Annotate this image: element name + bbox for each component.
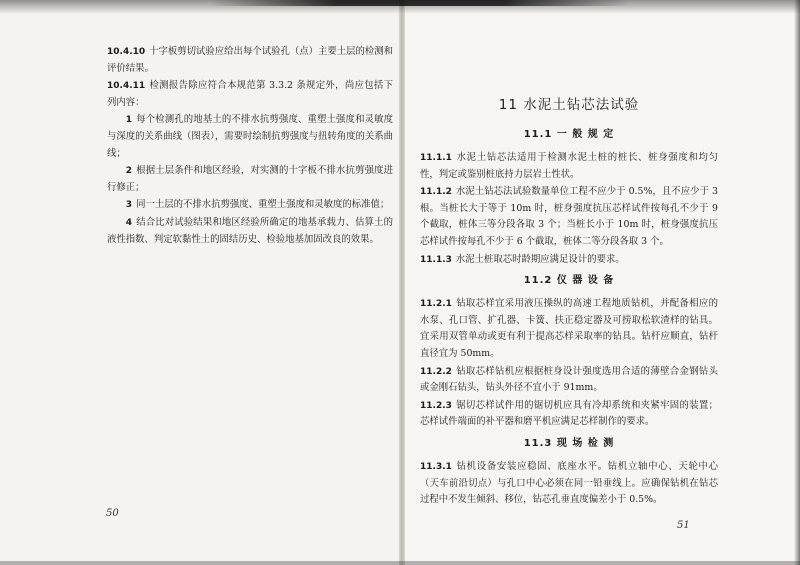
- section-title-11-2: 11.2 仪 器 设 备: [523, 275, 615, 287]
- section-title-11-3: 11.3 现 场 检 测: [523, 437, 615, 449]
- clause-11-2-1: [420, 296, 718, 362]
- clause-number: 10.4.10: [107, 47, 146, 57]
- item-number: 3: [125, 200, 133, 211]
- right-page: [402, 0, 800, 565]
- right-page-text: [420, 96, 718, 510]
- clause-text: 检测报告除应符合本规范第 3.3.2 条规定外，尚应包括下列内容：: [107, 80, 393, 108]
- clause-11-1-2: [420, 184, 718, 250]
- item-text: 根据土层条件和地区经验，对实测的十字板不排水抗剪强度进行修正；: [107, 165, 393, 193]
- page-number-right: 51: [677, 520, 690, 531]
- clause-10-4-10: [107, 44, 393, 77]
- item-number: 1: [125, 115, 133, 126]
- item-text: 结合比对试验结果和地区经验所确定的地基承载力、估算土的液性指数、判定软黏性土的固结历史、检验地基加固改良的效果。: [107, 216, 393, 245]
- scan-shadow-right: [794, 0, 800, 565]
- clause-11-3-1: [420, 459, 718, 509]
- clause-number: 11.1.2: [420, 187, 452, 198]
- scan-shadow-bottom: [0, 561, 800, 565]
- list-item-2: [107, 163, 393, 196]
- section-title-11-1: 11.1 一 般 规 定: [523, 129, 615, 140]
- scan-shadow-top-dark: [210, 0, 630, 6]
- clause-text: 钻取芯样宜采用液压操纵的高速工程地质钻机，并配备相应的水泵、孔口管、扩孔器、卡簧、扶正稳定器及可捞取松软渣样的钻具。宜采用双管单动或更有利于提高芯样采取率的钻具。钻杆应顺直，钻杆直径宜为 50mm。: [420, 298, 718, 359]
- clause-11-2-3: [420, 398, 718, 431]
- clause-number: 11.1.1: [420, 153, 452, 163]
- clause-number: 11.2.2: [420, 366, 452, 377]
- clause-10-4-11: [107, 78, 393, 111]
- clause-number: 11.2.1: [420, 299, 452, 310]
- item-text: 每个检测孔的地基土的不排水抗剪强度、重塑土强度和灵敏度与深度的关系曲线（图表），需要时绘制抗剪强度与扭转角度的关系曲线；: [107, 114, 393, 159]
- clause-text: 水泥土钻芯法试验数量单位工程不应少于 0.5%，且不应少于 3 根。当桩长大于等于 10m 时，桩身强度抗压芯样试件按每孔不少于 9 个截取，桩体三等分段各取 3 个；当桩长小于 10m 时，桩身强度抗压芯样试件按每孔不少于 6 个截取，桩体二等分段各取 3 个。: [420, 186, 718, 247]
- book-spine: [399, 0, 405, 565]
- item-number: 4: [125, 217, 133, 228]
- clause-text: 水泥土钻芯法适用于检测水泥土桩的桩长、桩身强度和均匀性，判定或鉴别桩底持力层岩土性状。: [420, 152, 718, 180]
- clause-number: 11.1.3: [420, 254, 452, 265]
- left-page-text: [107, 44, 393, 249]
- clause-text: 钻取芯样钻机应根据桩身设计强度选用合适的薄壁合金钢钻头或金刚石钻头，钻头外径不宜小于 91mm。: [420, 365, 718, 394]
- clause-number: 10.4.11: [107, 81, 146, 92]
- item-text: 同一土层的不排水抗剪强度、重塑土强度和灵敏度的标准值；: [136, 199, 390, 211]
- clause-number: 11.2.3: [420, 400, 452, 411]
- clause-11-2-2: [420, 364, 718, 397]
- item-number: 2: [125, 166, 133, 177]
- clause-text: 钻机设备安装应稳固、底座水平。钻机立轴中心、天轮中心（天车前沿切点）与孔口中心必须在同一铅垂线上。应确保钻机在钻芯过程中不发生倾斜、移位，钻芯孔垂直度偏差小于 0.5%。: [420, 460, 718, 506]
- list-item-1: [107, 112, 393, 162]
- page-number-left: 50: [106, 508, 119, 519]
- clause-text: 水泥土桩取芯时龄期应满足设计的要求。: [455, 253, 625, 265]
- list-item-4: [107, 215, 393, 248]
- clause-text: 十字板剪切试验应给出每个试验孔（点）主要土层的检测和评价结果。: [107, 46, 393, 74]
- clause-text: 锯切芯样试件用的锯切机应具有冷却系统和夹紧牢固的装置；芯样试件端面的补平器和磨平机应满足芯样制作的要求。: [420, 399, 718, 428]
- list-item-3: [107, 197, 393, 214]
- clause-11-1-1: [420, 150, 718, 183]
- clause-number: 11.3.1: [420, 461, 452, 472]
- clause-11-1-3: [420, 252, 718, 269]
- chapter-title: 11 水泥土钻芯法试验: [498, 97, 640, 113]
